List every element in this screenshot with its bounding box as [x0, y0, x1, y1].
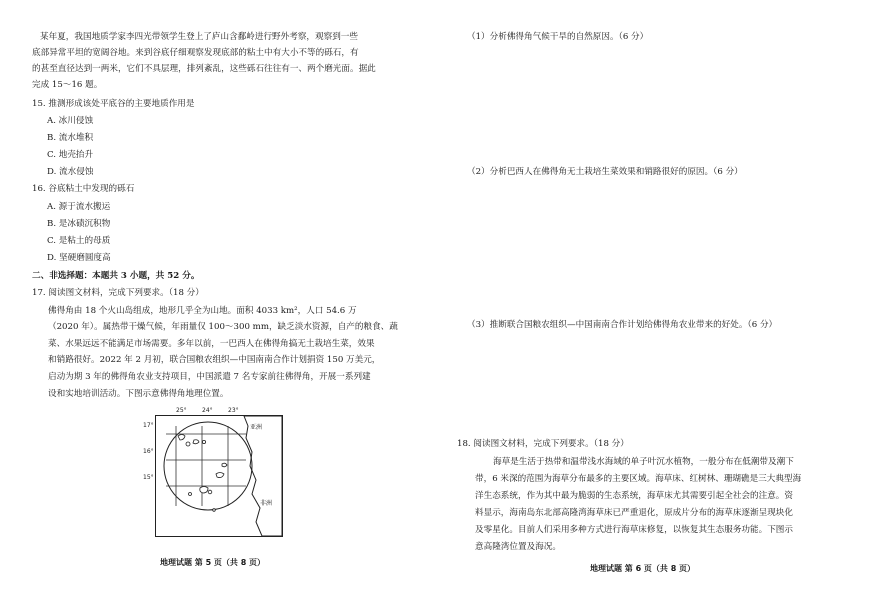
intro-line: 底部异常平坦的宽阔谷地。来到谷底仔细观察发现底部的粘土中有大小不等的砾石，有	[32, 48, 359, 58]
question-16-option: B. 是冰碛沉积物	[47, 219, 111, 229]
question-15-option: B. 流水堆积	[47, 133, 94, 143]
question-15-option: C. 地壳抬升	[47, 150, 94, 160]
intro-line: 某年夏，我国地质学家李四光带领学生登上了庐山含鄱岭进行野外考察，观察到一些	[40, 32, 358, 42]
question-16-option: A. 源于流水搬运	[47, 202, 111, 212]
page-footer: 地理试题 第 5 页（共 8 页）	[160, 558, 266, 567]
lon-label: 25°	[176, 407, 187, 414]
cape-verde-location-map	[155, 415, 283, 537]
question-16-option: C. 是粘土的母质	[47, 236, 111, 246]
region-label: 亚洲	[250, 424, 263, 431]
material-line: 海草是生活于热带和温带浅水海域的单子叶沉水植物，一般分布在低潮带及潮下	[493, 457, 794, 467]
question-15-option: A. 冰川侵蚀	[47, 116, 94, 126]
question-15-option: D. 流水侵蚀	[47, 167, 94, 177]
lon-label: 23°	[228, 407, 239, 414]
material-line: 设和实地培训活动。下图示意佛得角地理位置。	[48, 389, 229, 399]
material-line: （2020 年）。属热带干燥气候，年雨量仅 100～300 mm，缺乏淡水资源，自产的粮食、蔬	[48, 322, 398, 332]
material-line: 菜、水果远远不能满足市场需要。多年以前，一巴西人在佛得角搞无土栽培生菜，效果	[48, 339, 375, 349]
question-15-stem: 15. 推测形成该处平底谷的主要地质作用是	[32, 99, 195, 109]
question-16-stem: 16. 谷底粘土中发现的砾石	[32, 184, 135, 194]
material-line: 意高隆湾位置及海况。	[475, 542, 561, 552]
lon-label: 24°	[202, 407, 213, 414]
material-line: 及零星化。目前人们采用多种方式进行海草床修复，以恢复其生态服务功能。下图示	[475, 525, 793, 535]
section-heading: 二、非选择题：本题共 3 小题，共 52 分。	[32, 271, 200, 281]
question-16-option: D. 坚硬磨圆度高	[47, 253, 111, 263]
intro-line: 的甚至直径达到一两米，它们不具层理，排列紊乱，这些砾石往往有一、两个磨光面。据此	[32, 64, 376, 74]
material-line: 带，6 米深的范围为海草分布最多的主要区域。海草床、红树林、珊瑚礁是三大典型海	[475, 474, 802, 484]
intro-line: 完成 15～16 题。	[32, 80, 103, 90]
page-footer: 地理试题 第 6 页（共 8 页）	[590, 564, 696, 573]
question-17-stem: 17. 阅读图文材料，完成下列要求。（18 分）	[32, 288, 204, 298]
lat-label: 15°	[143, 474, 154, 481]
lat-label: 17°	[143, 422, 154, 429]
material-line: 料显示，海南岛东北部高隆湾海草床已严重退化，原成片分布的海草床逐渐呈现块化	[475, 508, 793, 518]
material-line: 洋生态系统，作为其中最为脆弱的生态系统，海草床尤其需要引起全社会的注意。资	[475, 491, 793, 501]
lat-label: 16°	[143, 448, 154, 455]
material-line: 和销路很好。2022 年 2 月初，联合国粮农组织—中国南南合作计划捐资 150 万美元，	[48, 355, 381, 365]
material-line: 启动为期 3 年的佛得角农业支持项目，中国派遣 7 名专家前往佛得角，开展一系列建	[48, 372, 371, 382]
question-17-part-1: （1）分析佛得角气候干旱的自然原因。（6 分）	[467, 32, 649, 42]
question-17-part-2: （2）分析巴西人在佛得角无土栽培生菜效果和销路很好的原因。（6 分）	[467, 167, 743, 177]
question-18-stem: 18. 阅读图文材料，完成下列要求。（18 分）	[457, 439, 629, 449]
material-line: 佛得角由 18 个火山岛组成，地形几乎全为山地。面积 4033 km²，人口 54.6 万	[48, 306, 357, 316]
question-17-part-3: （3）推断联合国粮农组织—中国南南合作计划给佛得角农业带来的好处。（6 分）	[467, 320, 778, 330]
region-label: 非洲	[260, 500, 273, 507]
